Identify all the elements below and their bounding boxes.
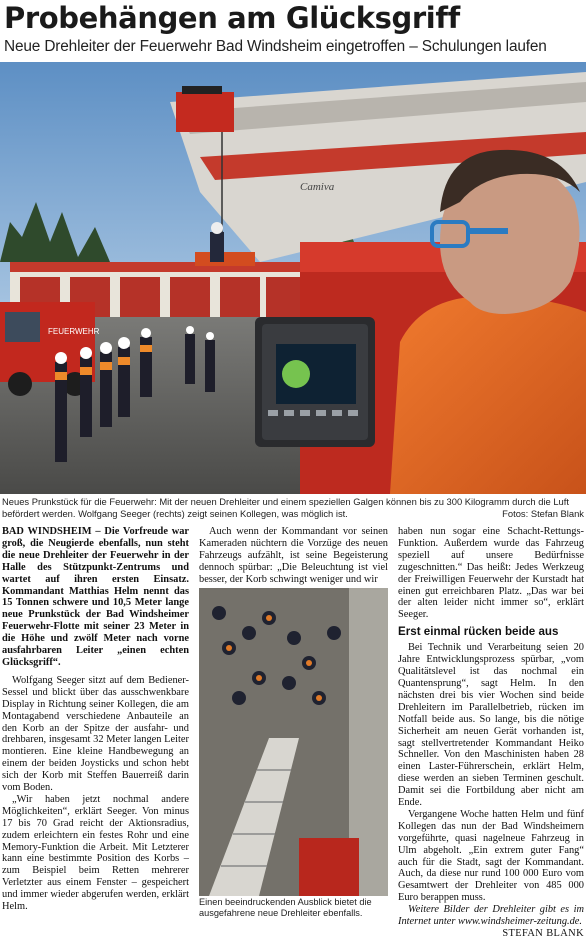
dateline: BAD WINDSHEIM – (2, 526, 105, 537)
paragraph: Vergangene Woche hatten Helm und fünf Kollegen das nun der Bad Windsheimern vorgeführte, quasi nagelneue Fahrzeug in Ulm abgeholt. „Ein extrem guter Fang“ auch für die Stadt, sagt der Kommandant. Auch, da diese nur rund 100 000 Euro vom Gesamtwert der Drehleiter von 485 000 Euro berappen muss. (398, 808, 584, 904)
paragraph: haben nun sogar eine Schacht-Rettungs-Funktion. Außerdem wurde das Fahrzeug speziell auf unsere Bedürfnisse zugeschnitten.“ Das heißt: Jedes Werkzeug der Freiwilligen Feuerwehr der Kurstadt hat einen gut erreichbaren Platz. „Das war bei der alten leider nicht immer so“, erklärt Seeger. (398, 526, 584, 621)
photo-credit: Fotos: Stefan Blank (502, 507, 584, 519)
paragraph: „Wir haben jetzt nochmal andere Möglichkeiten“, erklärt Seeger. Von minus 17 bis 70 Grad reicht der Aktionsradius, zudem erleichtern ein festes Rohr und eine Memory-Funktion die Arbeit. Mit Letzterer kann eine bestimmte Position des Korbs – zum Beispiel beim Retten mehrerer Verletzter aus einem Fenster – gespeichert und immer wieder abgerufen werden, erklärt Helm. (2, 793, 189, 913)
aerial-view-photo (199, 588, 388, 896)
main-photo-caption (2, 496, 584, 519)
article-column-3 (398, 526, 584, 940)
web-reference-text: Weitere Bilder der Drehleiter gibt es im Internet unter www.windsheimer-zeitung.de. (398, 904, 584, 928)
main-caption-text: Neues Prunkstück für die Feuerwehr: Mit der neuen Drehleiter und einem speziellen Galgen können bis zu 300 Kilogramm durch die Luft befördert werden. Wolfgang Seeger (rechts) zeigt seinen Kollegen, was möglich ist. (2, 496, 569, 519)
article-column-1 (2, 526, 189, 913)
lead-paragraph (2, 526, 189, 669)
main-photo (0, 62, 586, 494)
aerial-photo-caption: Einen beeindruckenden Ausblick bietet die ausgefahrene neue Drehleiter ebenfalls. (199, 897, 372, 918)
author-byline: STEFAN BLANK (502, 928, 584, 939)
station-sign-text: FEUERWEHR (48, 327, 100, 336)
headline: Probehängen am Glücksgriff (4, 1, 460, 35)
ladder-brand-text: Camiva (300, 181, 335, 193)
article-column-2 (199, 526, 388, 586)
paragraph: Auch wenn der Kommandant vor seinen Kameraden nüchtern die Vorzüge des neuen Fahrzeugs aufzählt, ist seine Begeisterung dennoch spürbar: „Die Beleuchtung ist viel besser, der Korb schwingt weniger und wir (199, 526, 388, 585)
subheadline: Neue Drehleiter der Feuerwehr Bad Windsheim eingetroffen – Schulungen laufen (4, 38, 547, 55)
paragraph: Wolfgang Seeger sitzt auf dem Bediener-Sessel und blickt über das ausschwenkbare Display in Richtung seiner Kollegen, die am Montagabend verschiedene Anbauteile an den Korb an der Spitze der ausfahr- und drehbaren, insgesamt 32 Meter langen Leiter montieren. Eine kleine Handbewegung an einem der beiden Joysticks und schon hebt sich der Korb mit Steffen Bauerreiß darin vom Boden. (2, 674, 189, 794)
web-reference (398, 904, 584, 939)
paragraph: Bei Technik und Verarbeitung seien 20 Jahre Entwicklungsprozess spürbar, „vom Qualitätslevel ist das nochmal ein Quantensprung“, sagt Helm. In den nächsten drei bis vier Wochen sind beide Drehleitern im Parallelbetrieb, rücken im Notfall beide aus. So lange, bis die nötige Sicherheit am neuen Gerät vorhanden ist, sagt stellvertretender Kommandant Heiko Schneller. Von den Maschinisten haben 28 einen Laster-Führerschein, erklärt Helm, diese werden an sieben Terminen geschult. Damit sei die Fortbildung aber nicht am Ende. (398, 642, 584, 809)
section-heading: Erst einmal rücken beide aus (398, 625, 559, 639)
lead-text: Die Vorfreude war groß, die Neugierde ebenfalls, nun steht die neue Drehleiter der Feuerwehr in der Halle des Stützpunkt-Zentrums und wartet auf ihren ersten Einsatz. Kommandant Matthias Helm nennt das 15 Tonnen schwere und 10,5 Meter lange neue Prunkstück der Bad Windsheimer Feuerwehr-Flotte mit seiner 23 Meter in die Höhe und zwölf Meter nach vorne ausfahrbaren Leiter „einen echten Glücksgriff“. (2, 526, 190, 668)
